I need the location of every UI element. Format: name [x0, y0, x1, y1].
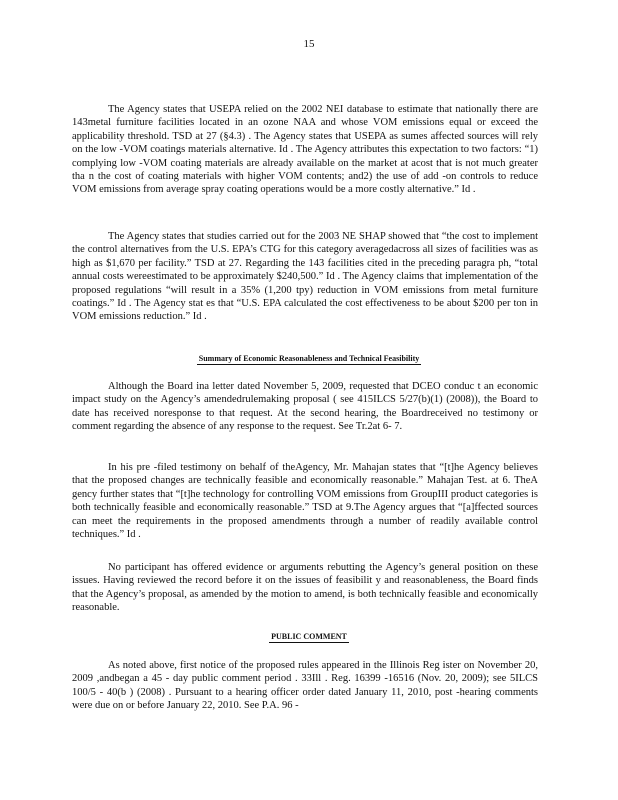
- section-heading-text: PUBLIC COMMENT: [271, 632, 347, 641]
- paragraph-cost-studies: [72, 230, 538, 324]
- page-number: 15: [303, 38, 315, 50]
- section-heading-public-comment: [0, 632, 618, 641]
- section-heading-economic-technical: [0, 354, 618, 363]
- paragraph-text: No participant has offered evidence or arguments rebutting the Agency’s general position on these issues. Having reviewed the record before it on the issues of feasibilit y and reasonableness, the Board finds that the Agency’s proposal, as amended by the motion to amend, is both technically feasible and economically reasonable.: [72, 562, 538, 614]
- section-heading-text: Summary of Economic Reasonableness and Technical Feasibility: [198, 354, 420, 363]
- paragraph-text: The Agency states that studies carried out for the 2003 NE SHAP showed that “the cost to implement the control alternatives from the U.S. EPA’s CTG for this category averagedacross all sizes of facilities was as high as $1,670 per facility.” TSD at 27. Regarding the 143 facilities cited in the preceding paragra ph, “total annual costs wereestimated to be approximately $240,500.” Id . The Agency claims that implementation of the proposed regulations “will result in a 35% (1,200 tpy) reduction in VOM emissions from metal furniture coatings.” Id . The Agency stat es that “U.S. EPA calculated the cost effectiveness to be about $200 per ton in VOM emissions reduction.” Id .: [72, 231, 538, 323]
- paragraph-text: In his pre -filed testimony on behalf of theAgency, Mr. Mahajan states that “[t]he Agency believes that the proposed changes are technically feasible and economically reasonable.” Mahajan Test. at 6. TheA gency further states that “[t]he technology for controlling VOM emissions from GroupIII product categories is both technically feasible and economically reasonable.” TSD at 9.The Agency argues that “[a]ffected sources can meet the requirements in the proposed amendments through a number of readily available control techniques.” Id .: [72, 462, 538, 541]
- paragraph-text: The Agency states that USEPA relied on the 2002 NEI database to estimate that nationally there are 143metal furniture facilities located in an ozone NAA and whose VOM emissions equal or exceed the applicability threshold. TSD at 27 (§4.3) . The Agency states that USEPA as sumes affected sources will rely on the low -VOM coatings materials alternative. Id . The Agency attributes this expectation to two factors: “1) complying low -VOM coating materials are already available on the market at acost that is not much greater tha n the cost of coating materials with higher VOM contents; and2) the use of add -on controls to reduce VOM emissions from average spray coating operations would be a more costly alternative.” Id .: [72, 104, 538, 196]
- paragraph-usepa-database: [72, 103, 538, 197]
- paragraph-dceo-letter: [72, 380, 538, 434]
- paragraph-text: Although the Board ina letter dated November 5, 2009, requested that DCEO conduc t an economic impact study on the Agency’s amendedrulemaking proposal ( see 415ILCS 5/27(b)(1) (2008)), the Board to date has received noresponse to that request. At the second hearing, the Boardreceived no testimony or comment regarding the absence of any response to the request. See Tr.2at 6- 7.: [72, 381, 538, 433]
- paragraph-text: As noted above, first notice of the proposed rules appeared in the Illinois Reg ister on November 20, 2009 ,andbegan a 45 - day public comment period . 33Ill . Reg. 16399 -16516 (Nov. 20, 2009); see 5ILCS 100/5 - 40(b ) (2008) . Pursuant to a hearing officer order dated January 11, 2010, post -hearing comments were due on or before January 22, 2010. See P.A. 96 -: [72, 660, 538, 712]
- paragraph-board-finding: [72, 561, 538, 615]
- paragraph-mahajan-testimony: [72, 461, 538, 541]
- paragraph-first-notice: [72, 659, 538, 713]
